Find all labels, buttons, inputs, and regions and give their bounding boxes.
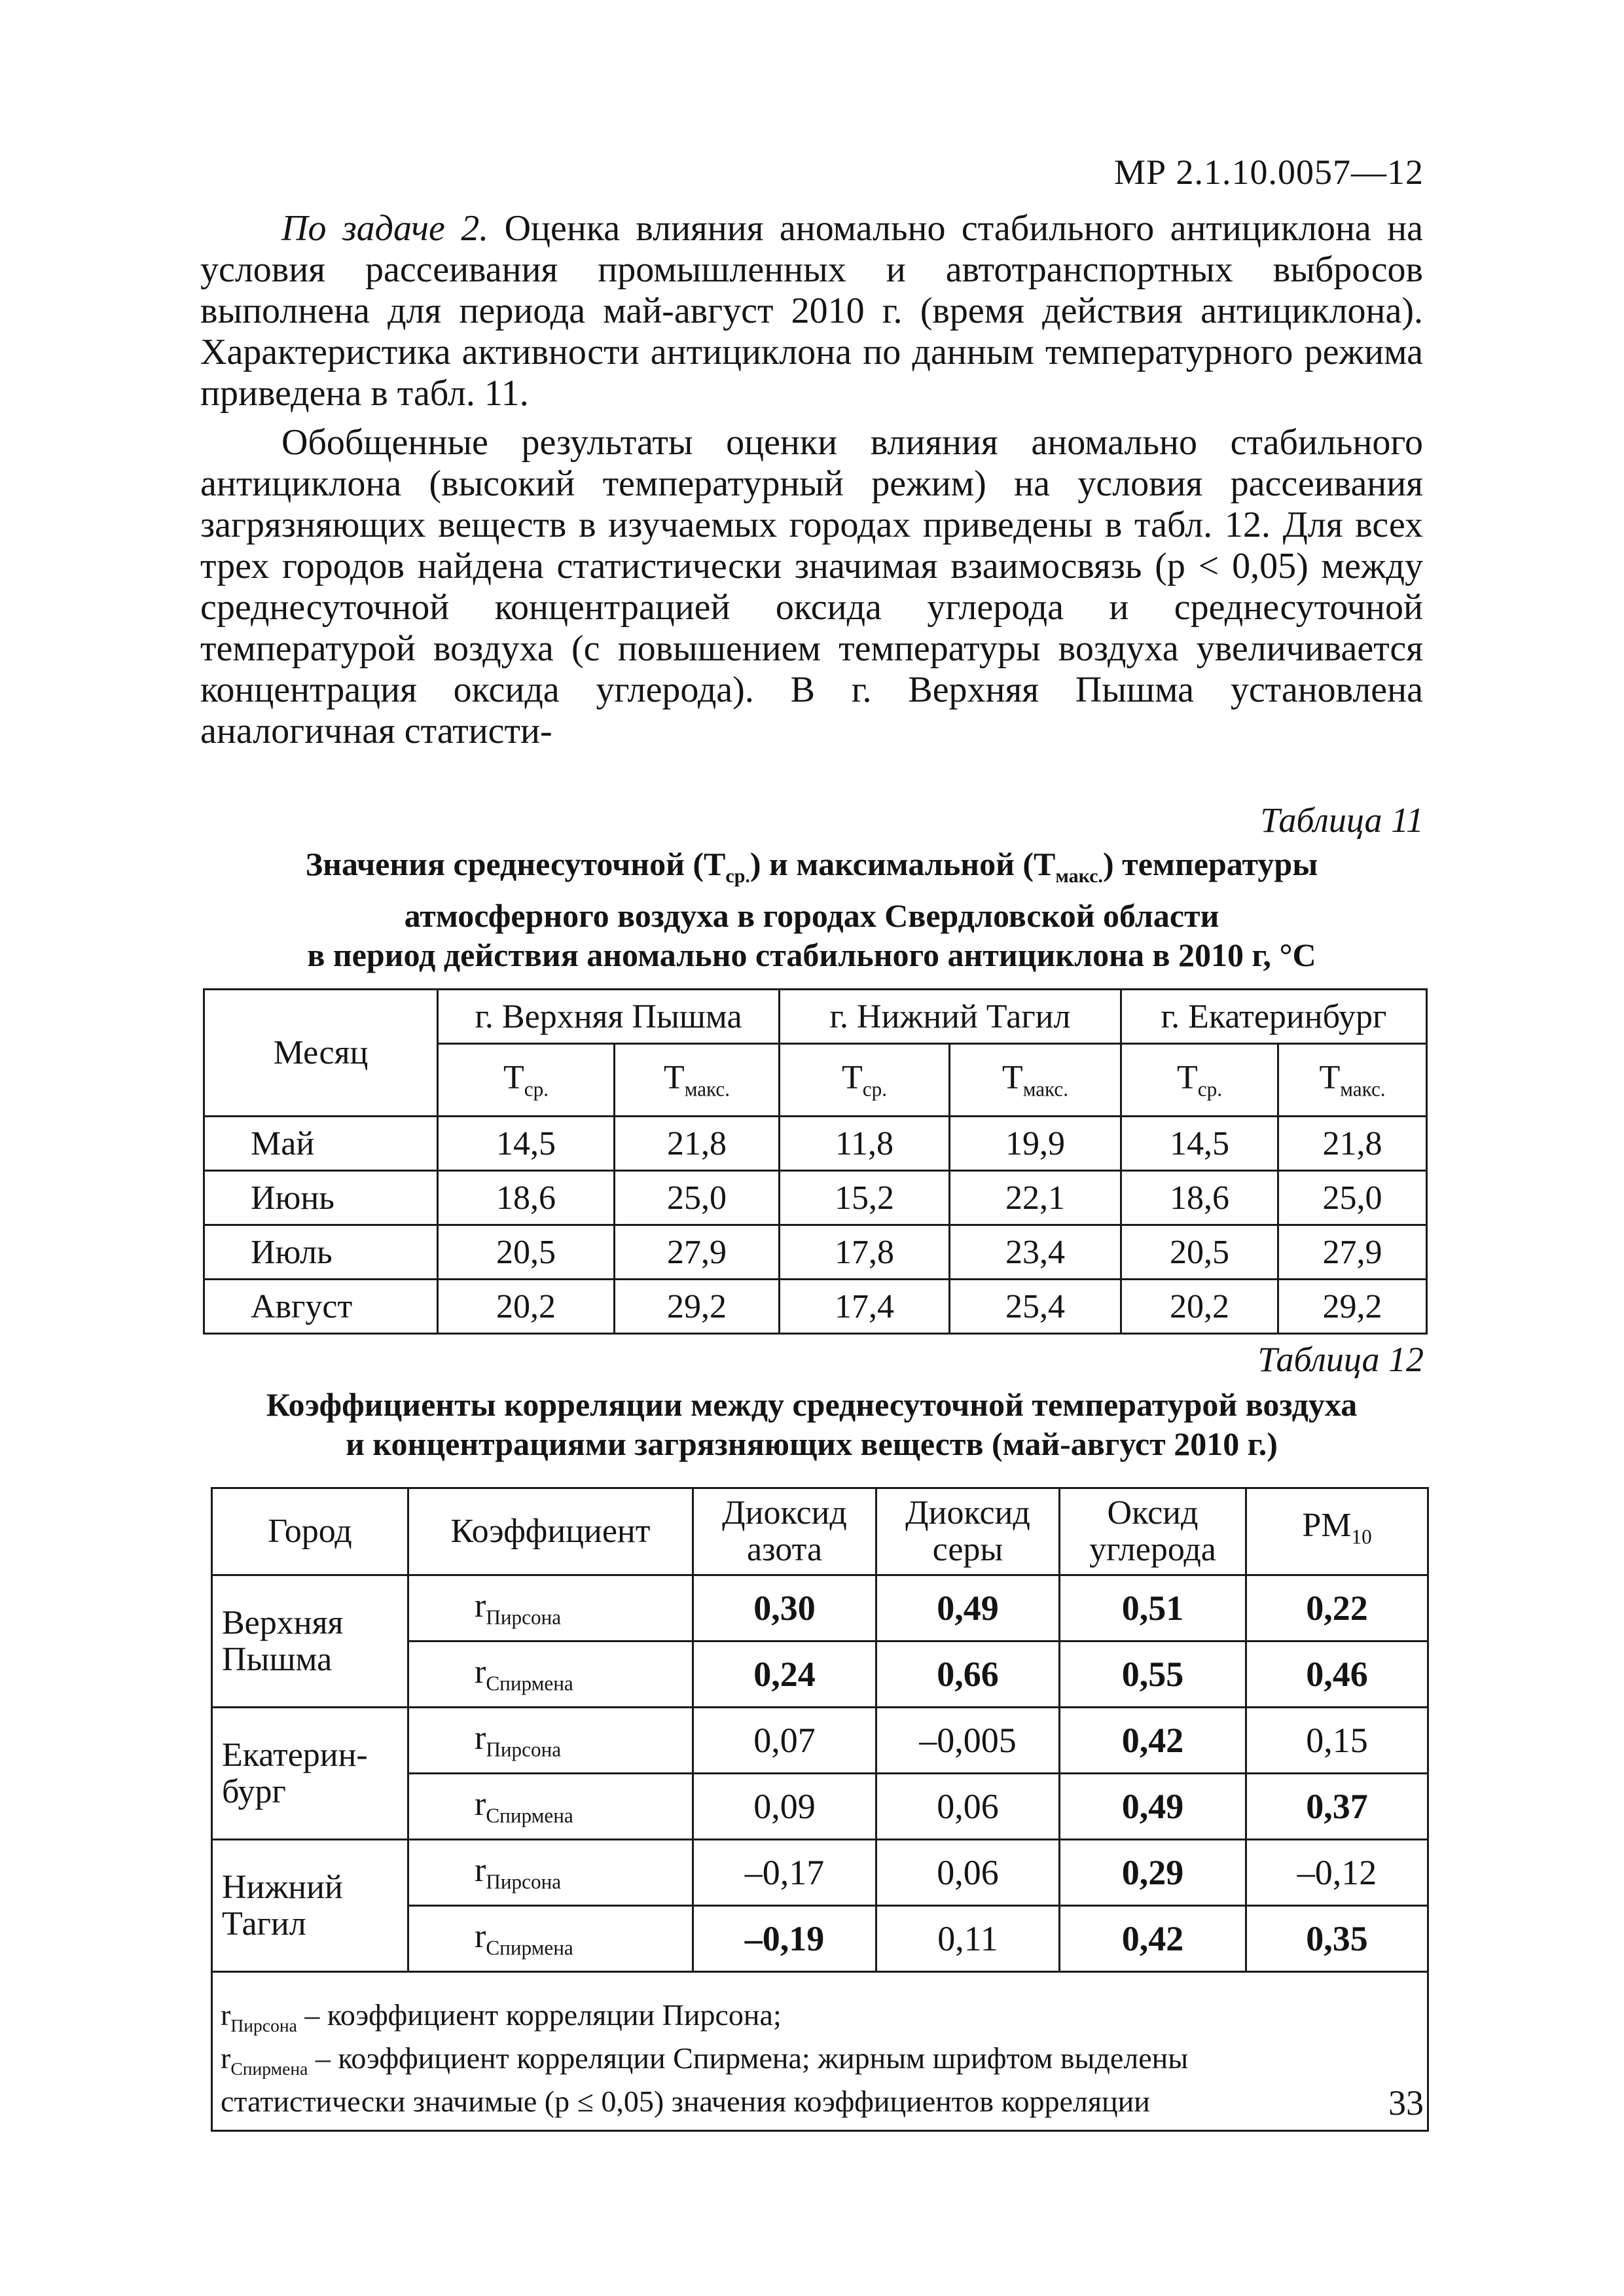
value-cell: 17,8: [780, 1225, 950, 1280]
table-header-row: [204, 990, 1427, 1044]
coefficient-cell: $r_{Пирсона}$: [408, 1708, 693, 1774]
t-max-header: $Т_{макс.}$: [950, 1044, 1121, 1117]
value-cell: 17,4: [780, 1280, 950, 1334]
task-text: Оценка влияния аномально стабильного антициклона на условия рассеивания промышленных и автотранспортных выбросов выполнена для периода май-август 2010 г. (время действия антициклона). Характеристика активности антициклона по данным температурного режима приведена в табл. 11.: [200, 208, 1423, 414]
month-cell: Июль: [204, 1225, 438, 1280]
value-cell: 25,0: [1278, 1171, 1427, 1225]
t-max-header: $Т_{макс.}$: [1278, 1044, 1427, 1117]
value-cell: 0,09: [693, 1774, 876, 1840]
city-header: г. Нижний Тагил: [780, 990, 1121, 1044]
value-cell: 18,6: [438, 1171, 615, 1225]
value-cell: –0,005: [876, 1708, 1060, 1774]
table-note: [212, 1972, 1428, 2131]
coefficient-cell: $r_{Спирмена}$: [408, 1641, 693, 1708]
value-cell: 0,49: [876, 1575, 1060, 1641]
value-cell: 21,8: [1278, 1117, 1427, 1171]
value-cell: 0,35: [1246, 1906, 1428, 1972]
value-cell: 29,2: [615, 1280, 780, 1334]
value-cell: –0,12: [1246, 1840, 1428, 1906]
city-header: г. Екатеринбург: [1121, 990, 1427, 1044]
value-cell: 20,5: [438, 1225, 615, 1280]
value-cell: 0,42: [1060, 1906, 1246, 1972]
city-cell: Верхняя Пышма: [212, 1575, 408, 1708]
t-avg-header: $Т_{ср.}$: [438, 1044, 615, 1117]
value-cell: 25,0: [615, 1171, 780, 1225]
value-cell: 0,06: [876, 1840, 1060, 1906]
note-line: $r_{Пирсона}$ – коэффициент корреляции Пирсона;: [221, 1998, 782, 2036]
value-cell: 15,2: [780, 1171, 950, 1225]
note-line: $r_{Спирмена}$ – коэффициент корреляции Спирмена; жирным шрифтом выделены: [221, 2041, 1189, 2079]
table-12: [211, 1487, 1429, 2132]
value-cell: 0,37: [1246, 1774, 1428, 1840]
task-lead: По задаче 2.: [281, 208, 489, 249]
table-row: [204, 1171, 1427, 1225]
city-header: Город: [212, 1488, 408, 1575]
table-row: [212, 1708, 1428, 1774]
value-cell: 0,24: [693, 1641, 876, 1708]
table-12-label: Таблица 12: [1257, 1340, 1424, 1379]
value-cell: 11,8: [780, 1117, 950, 1171]
value-cell: 14,5: [438, 1117, 615, 1171]
page-number: 33: [1388, 2083, 1424, 2123]
value-cell: 19,9: [950, 1117, 1121, 1171]
coefficient-header: Коэффициент: [408, 1488, 693, 1575]
table-row: [212, 1840, 1428, 1906]
table-row: [204, 1225, 1427, 1280]
city-cell: Нижний Тагил: [212, 1840, 408, 1972]
value-cell: 0,49: [1060, 1774, 1246, 1840]
t-avg-header: $Т_{ср.}$: [1121, 1044, 1278, 1117]
value-cell: 0,06: [876, 1774, 1060, 1840]
city-cell: Екатерин- бург: [212, 1708, 408, 1840]
value-cell: 21,8: [615, 1117, 780, 1171]
value-cell: 0,22: [1246, 1575, 1428, 1641]
value-cell: 0,07: [693, 1708, 876, 1774]
value-cell: 0,30: [693, 1575, 876, 1641]
value-cell: 0,29: [1060, 1840, 1246, 1906]
coefficient-cell: $r_{Спирмена}$: [408, 1906, 693, 1972]
table-11-title: Значения среднесуточной $(Т_{ср.})$ и максимальной $(Т_{макс.})$ температуры атмосферного воздуха в городах Свердловской области в период действия аномально стабильного антициклона в 2010 г, °С: [305, 846, 1318, 973]
paragraph-task-2: [200, 208, 1423, 414]
table-11: [203, 988, 1428, 1335]
t-avg-header: $Т_{ср.}$: [780, 1044, 950, 1117]
document-code: МР 2.1.10.0057—12: [1113, 152, 1424, 192]
value-cell: 20,2: [438, 1280, 615, 1334]
month-cell: Август: [204, 1280, 438, 1334]
no2-header: Диоксид азота: [693, 1488, 876, 1575]
co-header: Оксид углерода: [1060, 1488, 1246, 1575]
month-cell: Июнь: [204, 1171, 438, 1225]
table-row: [204, 1117, 1427, 1171]
value-cell: –0,19: [693, 1906, 876, 1972]
value-cell: –0,17: [693, 1840, 876, 1906]
t-max-header: $Т_{макс.}$: [615, 1044, 780, 1117]
value-cell: 25,4: [950, 1280, 1121, 1334]
table-row: [204, 1280, 1427, 1334]
table-11-label: Таблица 11: [1260, 800, 1424, 840]
coefficient-cell: $r_{Пирсона}$: [408, 1575, 693, 1641]
value-cell: 0,11: [876, 1906, 1060, 1972]
table-row: [212, 1575, 1428, 1641]
value-cell: 0,51: [1060, 1575, 1246, 1641]
table-header-row: [212, 1488, 1428, 1575]
value-cell: 20,5: [1121, 1225, 1278, 1280]
value-cell: 0,66: [876, 1641, 1060, 1708]
value-cell: 29,2: [1278, 1280, 1427, 1334]
month-cell: Май: [204, 1117, 438, 1171]
value-cell: 22,1: [950, 1171, 1121, 1225]
value-cell: 18,6: [1121, 1171, 1278, 1225]
value-cell: 0,55: [1060, 1641, 1246, 1708]
value-cell: 0,46: [1246, 1641, 1428, 1708]
value-cell: 27,9: [1278, 1225, 1427, 1280]
pm10-header: $PM_{10}$: [1246, 1488, 1428, 1575]
paragraph-results: Обобщенные результаты оценки влияния аномально стабильного антициклона (высокий температурный режим) на условия рассеивания загрязняющих веществ в изучаемых городах приведены в табл. 12. Для всех трех городов найдена статистически значимая взаимосвязь (p < 0,05) между среднесуточной концентрацией оксида углерода и среднесуточной температурой воздуха (с повышением температуры воздуха увеличивается концентрация оксида углерода). В г. Верхняя Пышма установлена аналогичная статисти-: [200, 422, 1423, 751]
table-12-title: Коэффициенты корреляции между среднесуточной температурой воздуха и концентрациями загрязняющих веществ (май-август 2010 г.): [266, 1386, 1358, 1462]
value-cell: 23,4: [950, 1225, 1121, 1280]
note-line: статистически значимые (p ≤ 0,05) значения коэффициентов корреляции: [221, 2085, 1150, 2119]
table-note-row: [212, 1972, 1428, 2131]
city-header: г. Верхняя Пышма: [438, 990, 780, 1044]
value-cell: 0,15: [1246, 1708, 1428, 1774]
month-header: Месяц: [204, 990, 438, 1117]
value-cell: 0,42: [1060, 1708, 1246, 1774]
value-cell: 20,2: [1121, 1280, 1278, 1334]
coefficient-cell: $r_{Пирсона}$: [408, 1840, 693, 1906]
body-text: [200, 208, 1423, 752]
value-cell: 14,5: [1121, 1117, 1278, 1171]
coefficient-cell: $r_{Спирмена}$: [408, 1774, 693, 1840]
value-cell: 27,9: [615, 1225, 780, 1280]
so2-header: Диоксид серы: [876, 1488, 1060, 1575]
